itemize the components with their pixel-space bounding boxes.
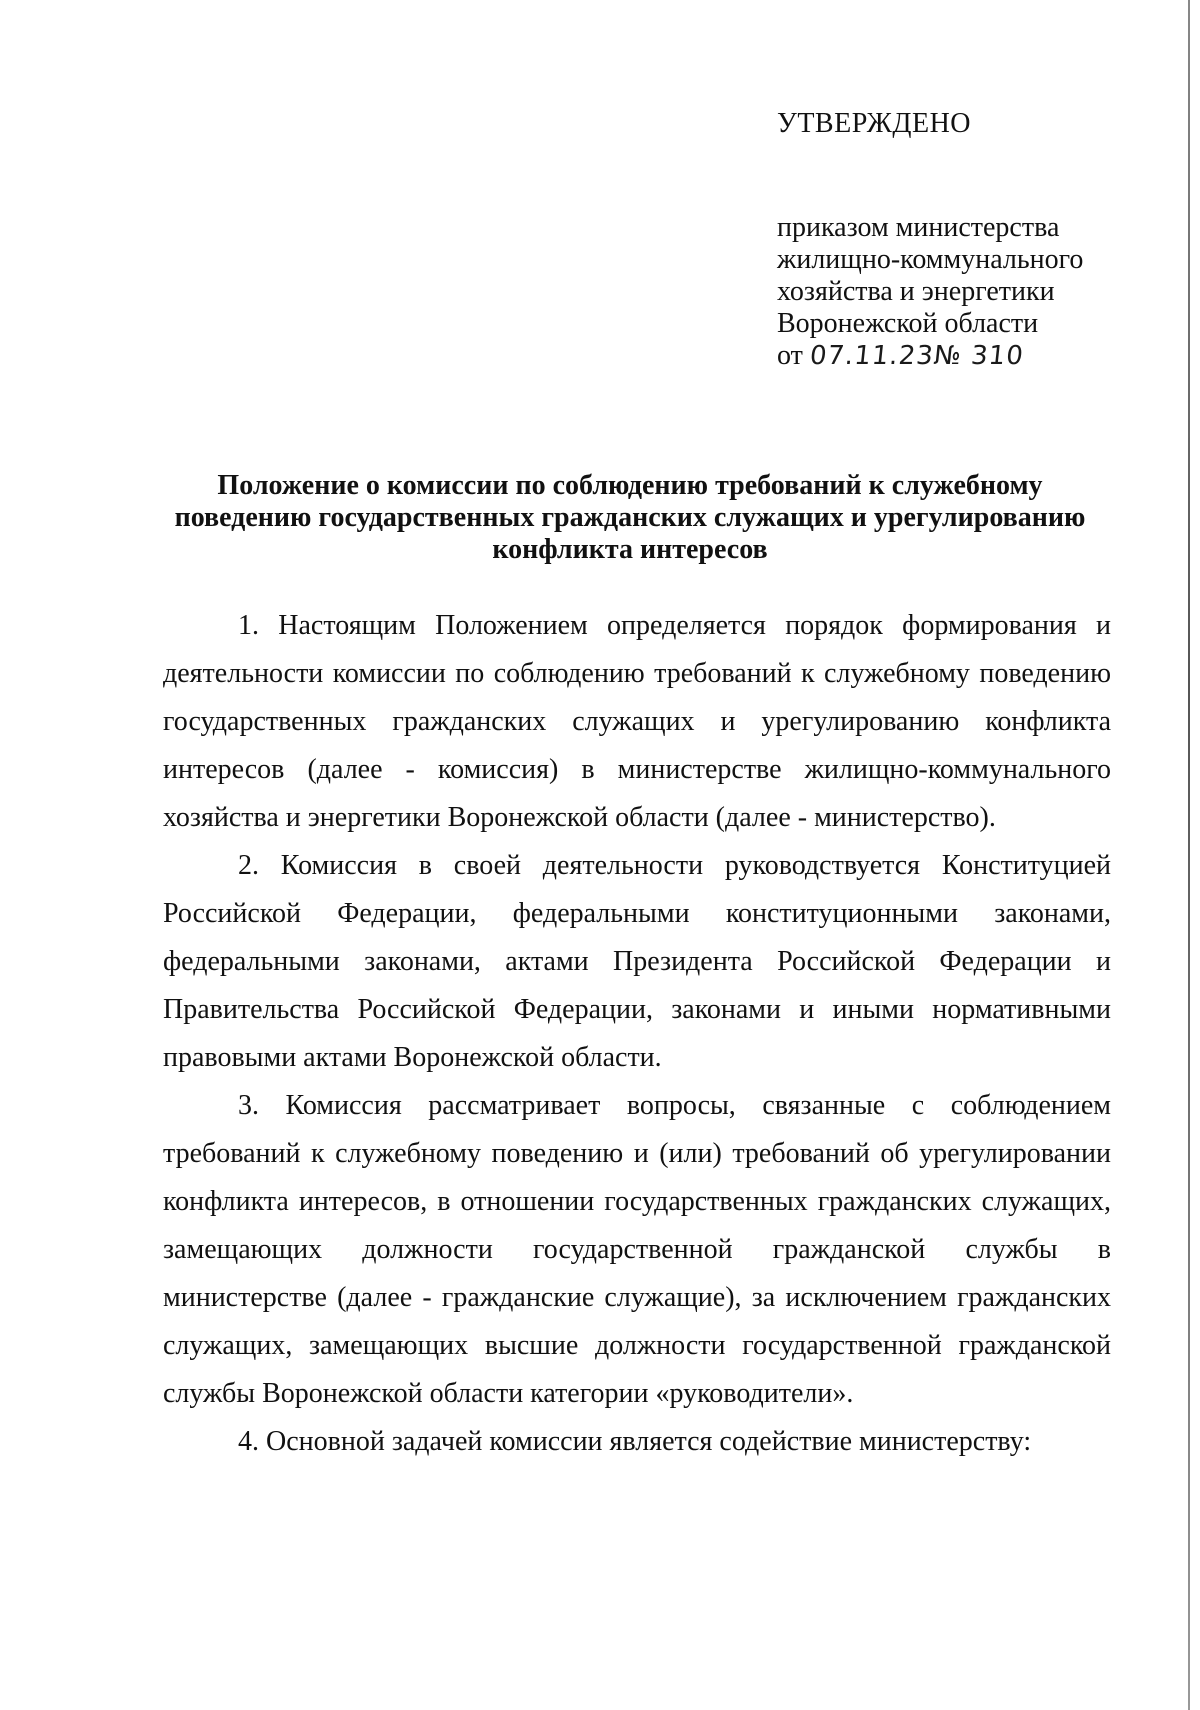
approval-block: [777, 108, 1157, 371]
approval-line: хозяйства и энергетики: [777, 276, 1055, 307]
approval-line: приказом министерства: [777, 212, 1060, 243]
title-line: Положение о комиссии по соблюдению требований к служебному: [217, 470, 1043, 501]
handwritten-date-number: 07.11.23№ 310: [808, 341, 1026, 371]
document-body: [163, 602, 1111, 1466]
paragraph-1: 1. Настоящим Положением определяется порядок формирования и деятельности комиссии по соблюдению требований к служебному поведению государственных гражданских служащих и урегулированию конфликта интересов (далее - комиссия) в министерстве жилищно-коммунального хозяйства и энергетики Воронежской области (далее - министерство).: [163, 610, 1111, 833]
title-line: конфликта интересов: [492, 534, 768, 565]
approval-line: Воронежской области: [777, 308, 1039, 339]
paragraph-3: 3. Комиссия рассматривает вопросы, связанные с соблюдением требований к служебному поведению и (или) требований об урегулировании конфликта интересов, в отношении государственных гражданских служащих, замещающих должности государственной гражданской службы в министерстве (далее - гражданские служащие), за исключением гражданских служащих, замещающих высшие должности государственной гражданской службы Воронежской области категории «руководители».: [163, 1090, 1111, 1409]
paragraph-2: 2. Комиссия в своей деятельности руководствуется Конституцией Российской Федерации, федеральными конституционными законами, федеральными законами, актами Президента Российской Федерации и Правительства Российской Федерации, законами и иными нормативными правовыми актами Воронежской области.: [163, 850, 1111, 1073]
approval-title: УТВЕРЖДЕНО: [777, 108, 972, 139]
title-line: поведению государственных гражданских служащих и урегулированию: [174, 502, 1086, 533]
approval-line: жилищно-коммунального: [777, 244, 1084, 275]
approval-date-prefix: от: [777, 340, 803, 371]
approval-date-line: [777, 340, 1157, 372]
scan-edge-line: [1188, 0, 1190, 1710]
document-title: [160, 470, 1100, 566]
paragraph-4: 4. Основной задачей комиссии является содействие министерству:: [238, 1426, 1032, 1457]
approval-lines: [777, 212, 1157, 372]
